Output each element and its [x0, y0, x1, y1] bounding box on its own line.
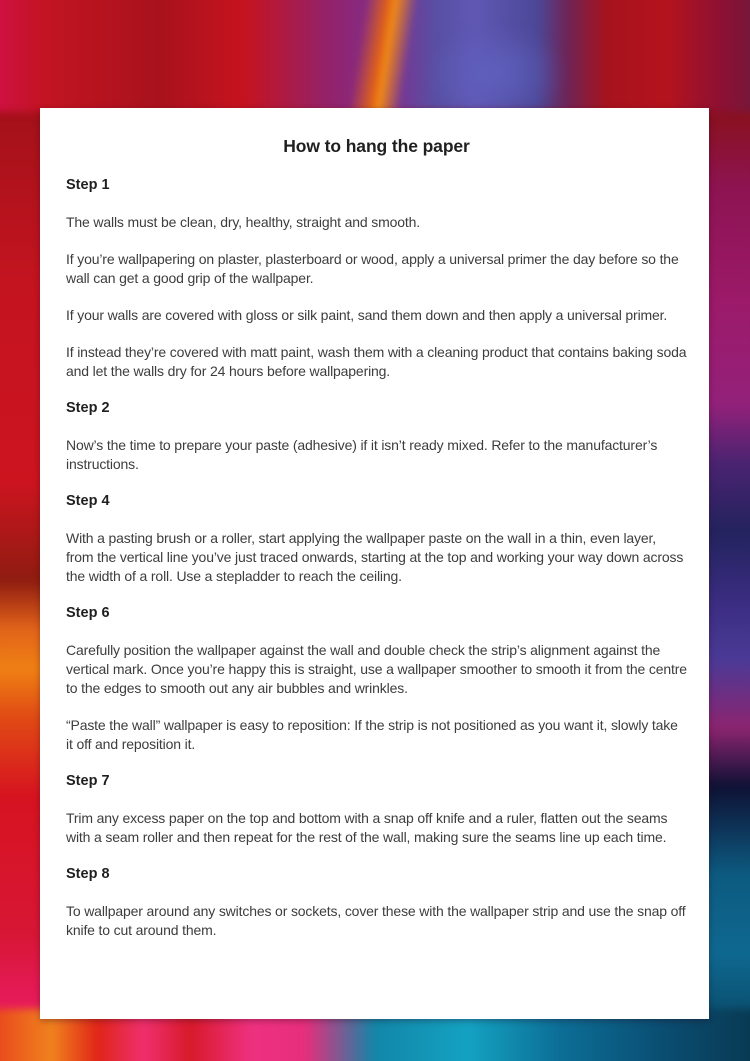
step-6-heading: Step 6	[66, 605, 110, 621]
page-title: How to hang the paper	[283, 136, 470, 156]
section-step-6	[66, 604, 687, 754]
step-1-paragraph: If instead they’re covered with matt paint, wash them with a cleaning product that contains baking soda and let the walls dry for 24 hours before wallpapering.	[66, 344, 687, 379]
step-2-heading: Step 2	[66, 400, 110, 416]
step-1-paragraph: If you’re wallpapering on plaster, plasterboard or wood, apply a universal primer the day before so the wall can get a good grip of the wallpaper.	[66, 251, 679, 286]
step-8-heading: Step 8	[66, 866, 110, 882]
step-6-paragraph: Carefully position the wallpaper against the wall and double check the strip’s alignment against the vertical mark. Once you’re happy this is straight, use a wallpaper smoother to smooth it from the centre to the edges to smooth out any air bubbles and wrinkles.	[66, 642, 687, 696]
instruction-card	[40, 108, 709, 1019]
background-blue-accent	[425, 25, 565, 120]
step-1-paragraph: The walls must be clean, dry, healthy, straight and smooth.	[66, 214, 421, 230]
step-1-paragraph: If your walls are covered with gloss or silk paint, sand them down and then apply a universal primer.	[66, 307, 668, 323]
section-step-7	[66, 772, 687, 847]
background-right-band	[702, 90, 750, 1061]
step-4-paragraph: With a pasting brush or a roller, start applying the wallpaper paste on the wall in a thin, even layer, from the vertical line you’ve just traced onwards, starting at the top and working your way down across the width of a roll. Use a stepladder to reach the ceiling.	[66, 530, 684, 584]
step-2-paragraph: Now’s the time to prepare your paste (adhesive) if it isn’t ready mixed. Refer to the manufacturer’s instructions.	[66, 437, 658, 472]
step-6-paragraph: “Paste the wall” wallpaper is easy to reposition: If the strip is not positioned as you want it, slowly take it off and reposition it.	[66, 717, 678, 752]
step-7-paragraph: Trim any excess paper on the top and bottom with a snap off knife and a ruler, flatten out the seams with a seam roller and then repeat for the rest of the wall, making sure the seams line up each time.	[66, 810, 668, 845]
section-step-4	[66, 492, 687, 586]
section-step-1	[66, 176, 687, 381]
step-7-heading: Step 7	[66, 773, 110, 789]
section-step-2	[66, 399, 687, 474]
step-4-heading: Step 4	[66, 493, 110, 509]
step-1-heading: Step 1	[66, 177, 110, 193]
section-step-8	[66, 865, 687, 940]
step-8-paragraph: To wallpaper around any switches or sockets, cover these with the wallpaper strip and use the snap off knife to cut around them.	[66, 903, 686, 938]
